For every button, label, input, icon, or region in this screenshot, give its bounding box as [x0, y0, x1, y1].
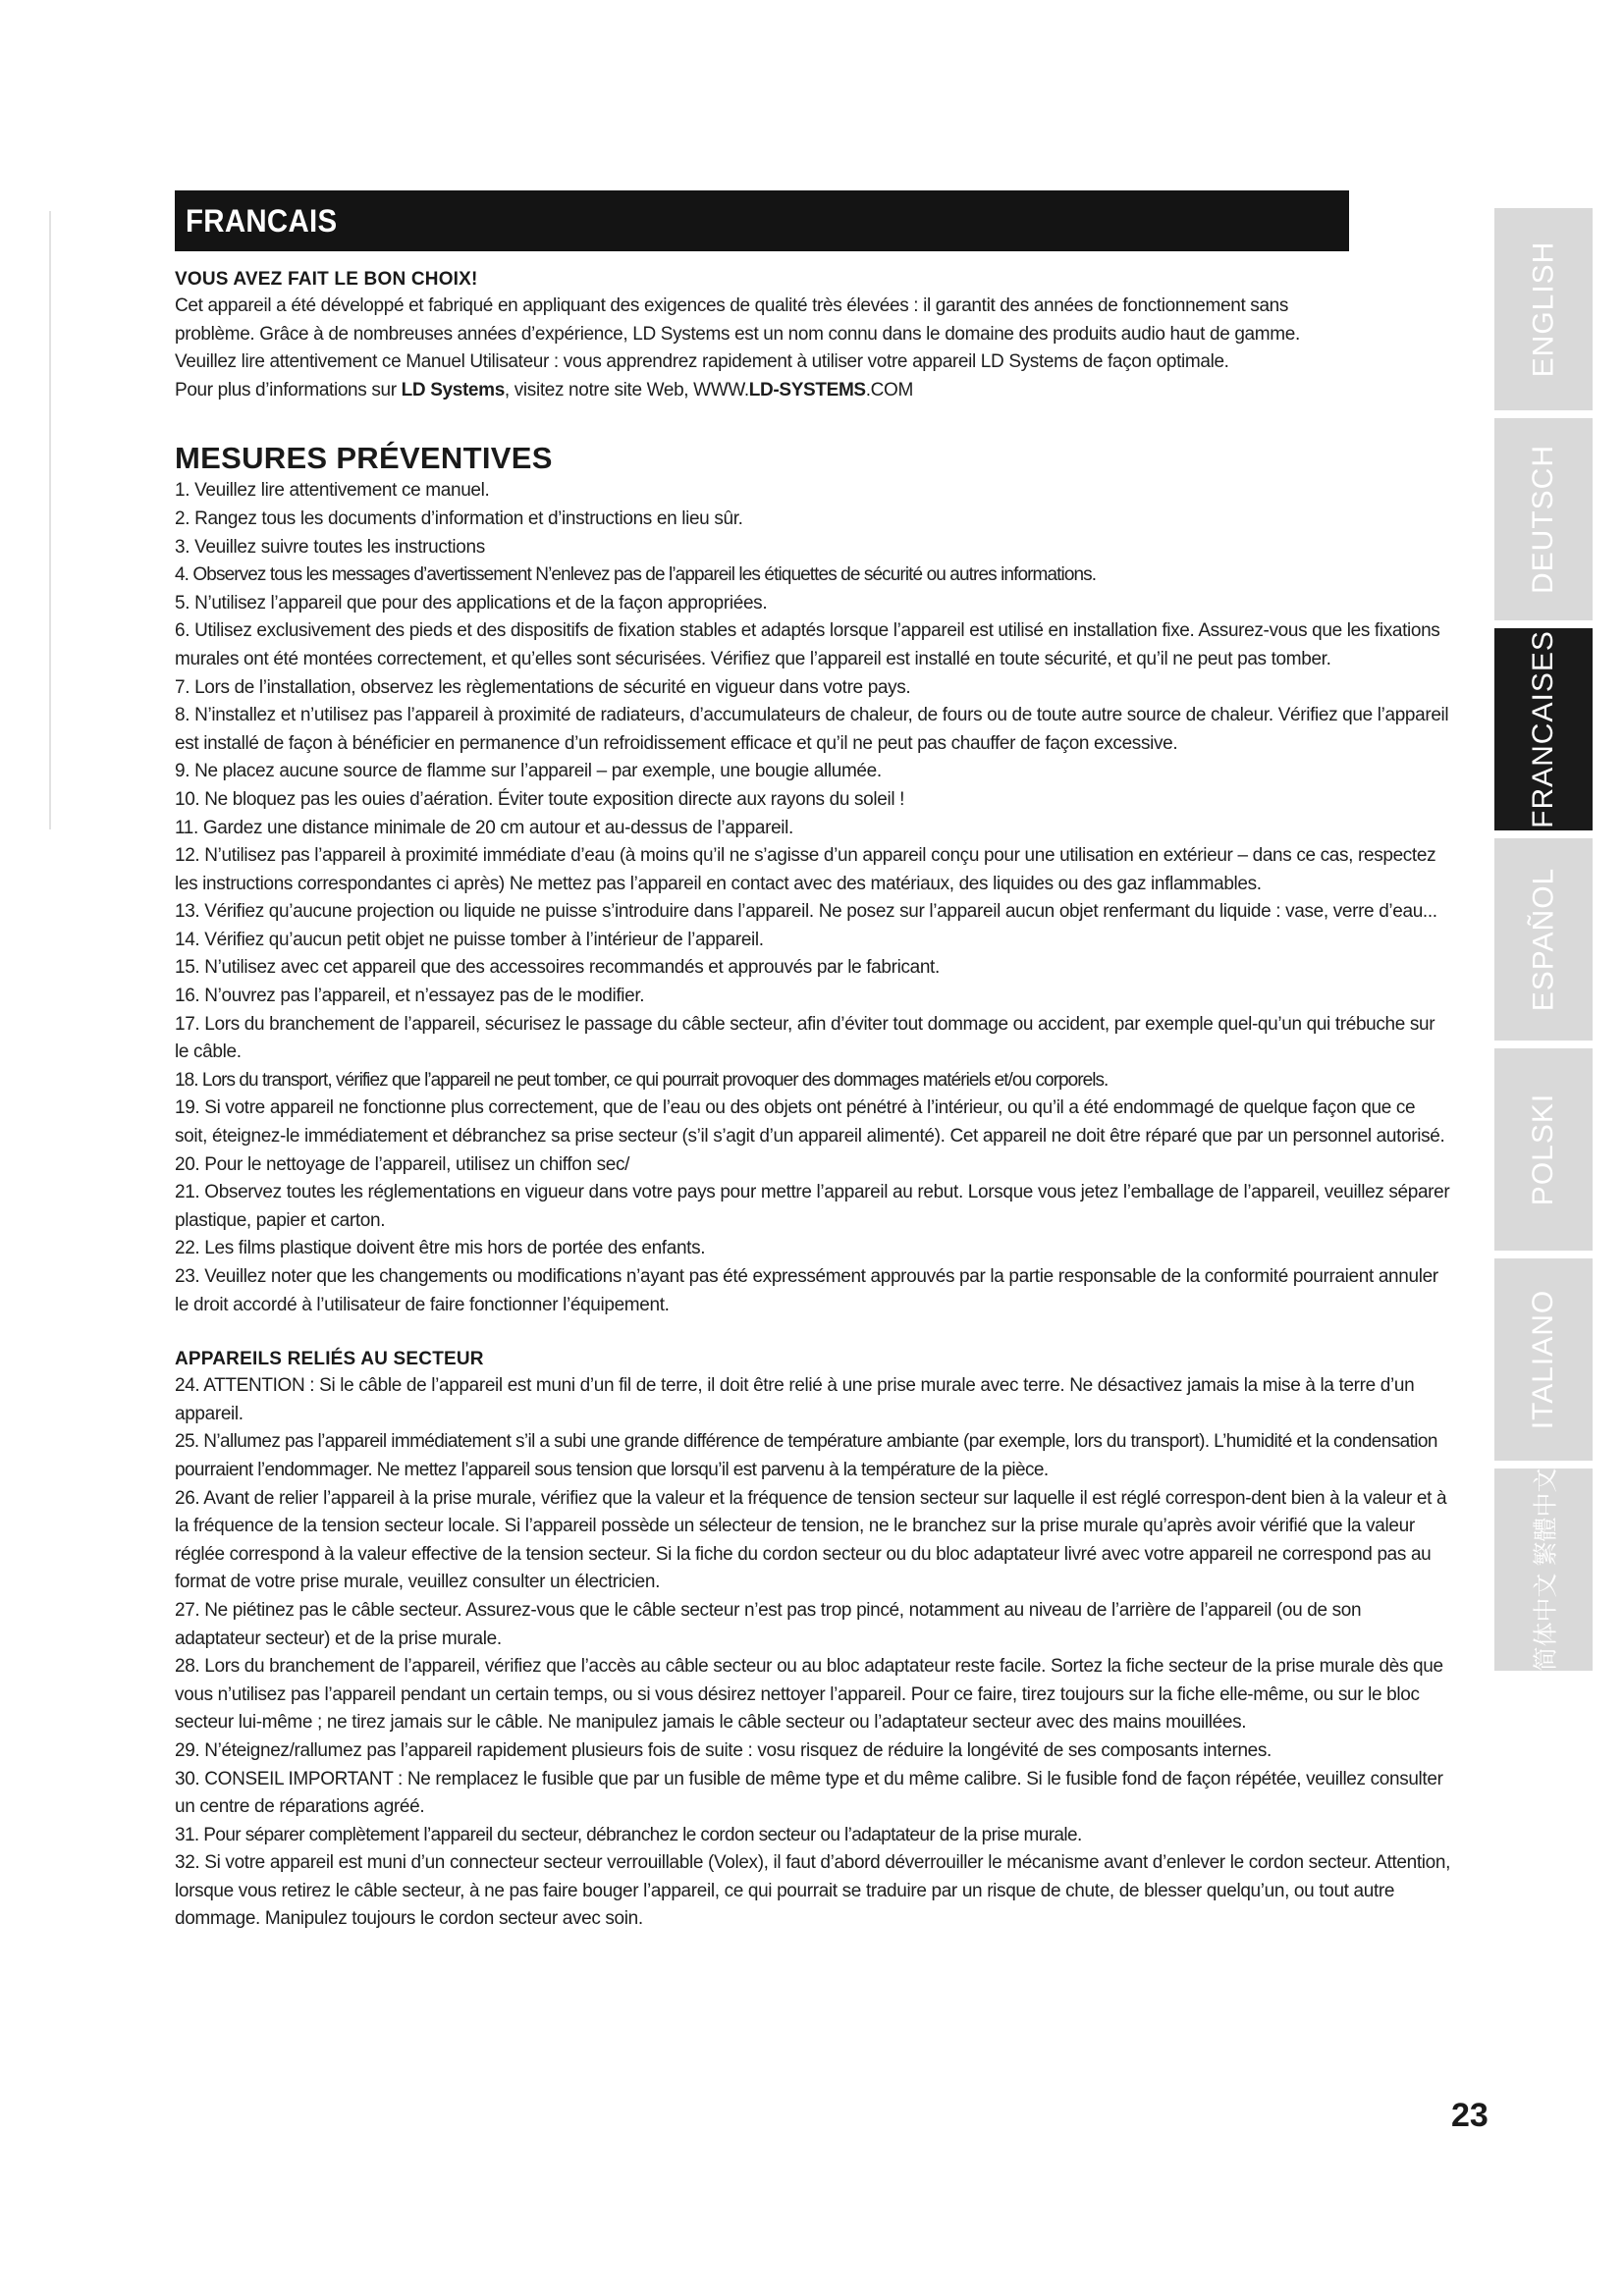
list-item: 16. N’ouvrez pas l’appareil, et n’essayez pas de le modifier.	[175, 986, 645, 1007]
tab-deutsch[interactable]	[1494, 418, 1593, 620]
list-item: 3. Veuillez suivre toutes les instructions	[175, 536, 485, 558]
mains-heading: APPAREILS RELIÉS AU SECTEUR	[175, 1349, 484, 1370]
list-item: 17. Lors du branchement de l’appareil, sécurisez le passage du câble secteur, afin d’éviter tout dommage ou accident, par exemple quel-qu’un qui trébuche sur le câble.	[175, 1013, 1435, 1063]
list-item: 23. Veuillez noter que les changements ou modifications n’ayant pas été expressément approuvés par la partie responsable de la conformité pourraient annuler le droit accordé à l’utilisateur de faire fonctionner l’équipement.	[175, 1266, 1438, 1315]
list-item: 26. Avant de relier l’appareil à la prise murale, vérifiez que la valeur et la fréquence de tension secteur sur laquelle il est réglé correspon-dent bien à la valeur et à la fréquence de la tension secteur locale. Si l’appareil possède un sélecteur de tension, ne le branchez sur la prise murale qu’après avoir vérifié que la valeur réglée correspond à la valeur effective de la tension secteur. Si la fiche du cordon secteur ou du bloc adaptateur livré avec votre appareil ne correspond pas au format de votre prise murale, veuillez consulter un électricien.	[175, 1487, 1447, 1593]
list-item: 22. Les films plastique doivent être mis hors de portée des enfants.	[175, 1238, 706, 1259]
tab-espanol-label: ESPAÑOL	[1527, 867, 1559, 1012]
tab-espanol[interactable]	[1494, 838, 1593, 1041]
section-header-title: FRANCAIS	[186, 203, 338, 239]
list-item: 20. Pour le nettoyage de l’appareil, utilisez un chiffon sec/	[175, 1153, 630, 1175]
list-item: 5. N’utilisez l’appareil que pour des applications et de la façon appropriées.	[175, 592, 768, 614]
mains-list	[175, 1372, 1451, 1934]
list-item: 31. Pour séparer complètement l’appareil du secteur, débranchez le cordon secteur ou l’adaptateur de la prise murale.	[175, 1824, 1082, 1845]
tab-polski-label: POLSKI	[1527, 1093, 1560, 1206]
list-item: 13. Vérifiez qu’aucune projection ou liquide ne puisse s’introduire dans l’appareil. Ne posez sur l’appareil aucun objet renfermant du liquide : vase, verre d’eau...	[175, 901, 1437, 923]
list-item: 18. Lors du transport, vérifiez que l’appareil ne peut tomber, ce qui pourrait provoquer des dommages matériels et/ou corporels.	[175, 1069, 1109, 1091]
info-middle: , visitez notre site Web, WWW.	[504, 379, 749, 400]
tab-english-label: ENGLISH	[1527, 240, 1559, 378]
list-item: 30. CONSEIL IMPORTANT : Ne remplacez le fusible que par un fusible de même type et du même calibre. Si le fusible fond de façon répétée, veuillez consulter un centre de réparations agréé.	[175, 1768, 1443, 1818]
list-item: 25. N’allumez pas l’appareil immédiatement s’il a subi une grande différence de température ambiante (par exemple, lors du transport). L’humidité et la condensation pourraient l’endommager. Ne mettez l’appareil sous tension que lorsqu’il est parvenu à la température de la pièce.	[175, 1431, 1437, 1480]
list-item: 11. Gardez une distance minimale de 20 cm autour et au-dessus de l’appareil.	[175, 817, 793, 838]
intro-line: Veuillez lire attentivement ce Manuel Utilisateur : vous apprendrez rapidement à utiliser votre appareil LD Systems de façon optimale.	[175, 351, 1229, 373]
list-item: 9. Ne placez aucune source de flamme sur l’appareil – par exemple, une bougie allumée.	[175, 761, 882, 782]
precautions-list	[175, 477, 1451, 1319]
tab-chinese[interactable]	[1494, 1468, 1593, 1671]
tab-francaises[interactable]	[1494, 628, 1593, 830]
tab-chinese-label: 简体中文 繁體中文	[1532, 1468, 1560, 1672]
list-item: 24. ATTENTION : Si le câble de l’appareil est muni d’un fil de terre, il doit être relié à une prise murale avec terre. Ne désactivez jamais la mise à la terre d’un appareil.	[175, 1375, 1415, 1424]
list-item: 1. Veuillez lire attentivement ce manuel.	[175, 480, 490, 502]
tab-english[interactable]	[1494, 208, 1593, 410]
list-item: 2. Rangez tous les documents d’information et d’instructions en lieu sûr.	[175, 507, 743, 529]
list-item: 8. N’installez et n’utilisez pas l’appareil à proximité de radiateurs, d’accumulateurs de chaleur, de fours ou de toute autre source de chaleur. Vérifiez que l’appareil est installé de façon à bénéficier en permanence d’un refroidissement efficace et qu’il ne peut pas chauffer de façon excessive.	[175, 705, 1449, 754]
list-item: 27. Ne piétinez pas le câble secteur. Assurez-vous que le câble secteur n’est pas trop pincé, notamment au niveau de l’arrière de l’appareil (ou de son adaptateur secteur) et de la prise murale.	[175, 1599, 1362, 1649]
list-item: 14. Vérifiez qu’aucun petit objet ne puisse tomber à l’intérieur de l’appareil.	[175, 929, 764, 950]
list-item: 10. Ne bloquez pas les ouies d’aération. Éviter toute exposition directe aux rayons du soleil !	[175, 788, 905, 810]
list-item: 15. N’utilisez avec cet appareil que des accessoires recommandés et approuvés par le fabricant.	[175, 957, 940, 979]
intro-paragraph	[175, 293, 1451, 404]
section-header-bar	[175, 190, 1349, 251]
tab-italiano-label: ITALIANO	[1527, 1289, 1560, 1430]
tab-italiano[interactable]	[1494, 1258, 1593, 1461]
list-item: 32. Si votre appareil est muni d’un connecteur secteur verrouillable (Volex), il faut d’abord déverrouiller le mécanisme avant d’enlever le cordon secteur. Attention, lorsque vous retirez le câble secteur, à ne pas faire bouger l’appareil, ce qui pourrait se traduire par un risque de chute, de blesser quelqu’un, ou tout autre dommage. Manipulez toujours le cordon secteur avec soin.	[175, 1852, 1451, 1930]
intro-info-line	[175, 377, 1451, 405]
list-item: 12. N’utilisez pas l’appareil à proximité immédiate d’eau (à moins qu’il ne s’agisse d’un appareil conçu pour une utilisation en extérieur – dans ce cas, respectez les instructions correspondantes ci après) Ne mettez pas l’appareil en contact avec des matériaux, des liquides ou des gaz inflammables.	[175, 845, 1436, 894]
list-item: 29. N’éteignez/rallumez pas l’appareil rapidement plusieurs fois de suite : vosu risquez de réduire la longévité de ses composants internes.	[175, 1739, 1272, 1761]
info-site-bold: LD-SYSTEMS	[748, 379, 866, 400]
list-item: 28. Lors du branchement de l’appareil, vérifiez que l’accès au câble secteur ou au bloc adaptateur reste facile. Sortez la fiche secteur de la prise murale dès que vous n’utilisez pas l’appareil pendant un certain temps, ou si vous désirez nettoyer l’appareil. Pour ce faire, tirez toujours sur la fiche elle-même, ou sur le bloc secteur lui-même ; ne tirez jamais sur le câble. Ne manipulez jamais le câble secteur ou l’adaptateur secteur avec des mains mouillées.	[175, 1656, 1443, 1734]
tab-deutsch-label: DEUTSCH	[1527, 444, 1560, 595]
info-prefix: Pour plus d’informations sur	[175, 379, 402, 400]
tab-francaises-label: FRANCAISES	[1527, 630, 1559, 828]
list-item: 7. Lors de l’installation, observez les règlementations de sécurité en vigueur dans votre pays.	[175, 676, 911, 698]
precautions-title: MESURES PRÉVENTIVES	[175, 441, 553, 476]
left-margin-rule	[49, 211, 51, 829]
list-item: 4. Observez tous les messages d’avertissement N’enlevez pas de l’appareil les étiquettes de sécurité ou autres informations.	[175, 564, 1097, 586]
info-suffix: .COM	[865, 379, 913, 400]
list-item: 21. Observez toutes les réglementations en vigueur dans votre pays pour mettre l’appareil au rebut. Lorsque vous jetez l’emballage de l’appareil, veuillez séparer plastique, papier et carton.	[175, 1182, 1450, 1231]
tab-polski[interactable]	[1494, 1048, 1593, 1251]
intro-line: problème. Grâce à de nombreuses années d’expérience, LD Systems est un nom connu dans le domaine des produits audio haut de gamme.	[175, 323, 1300, 345]
info-brand: LD Systems	[401, 379, 505, 400]
intro-line: Cet appareil a été développé et fabriqué en appliquant des exigences de qualité très élevées : il garantit des années de fonctionnement sans	[175, 295, 1289, 316]
list-item: 19. Si votre appareil ne fonctionne plus correctement, que de l’eau ou des objets ont pénétré à l’intérieur, ou qu’il a été endommagé de quelque façon que ce soit, éteignez-le immédiatement et débranchez sa prise secteur (s’il s’agit d’un appareil alimenté). Cet appareil ne doit être réparé que par un personnel autorisé.	[175, 1097, 1445, 1148]
page-number: 23	[1451, 2097, 1489, 2134]
list-item: 6. Utilisez exclusivement des pieds et des dispositifs de fixation stables et adaptés lorsque l’appareil est utilisé en installation fixe. Assurez-vous que les fixations murales ont été montées correctement, et qu’elles sont sécurisées. Vérifiez que l’appareil est installé en toute sécurité, et qu’il ne peut pas tomber.	[175, 620, 1440, 669]
page-content	[175, 190, 1451, 1934]
intro-heading: VOUS AVEZ FAIT LE BON CHOIX!	[175, 269, 478, 290]
